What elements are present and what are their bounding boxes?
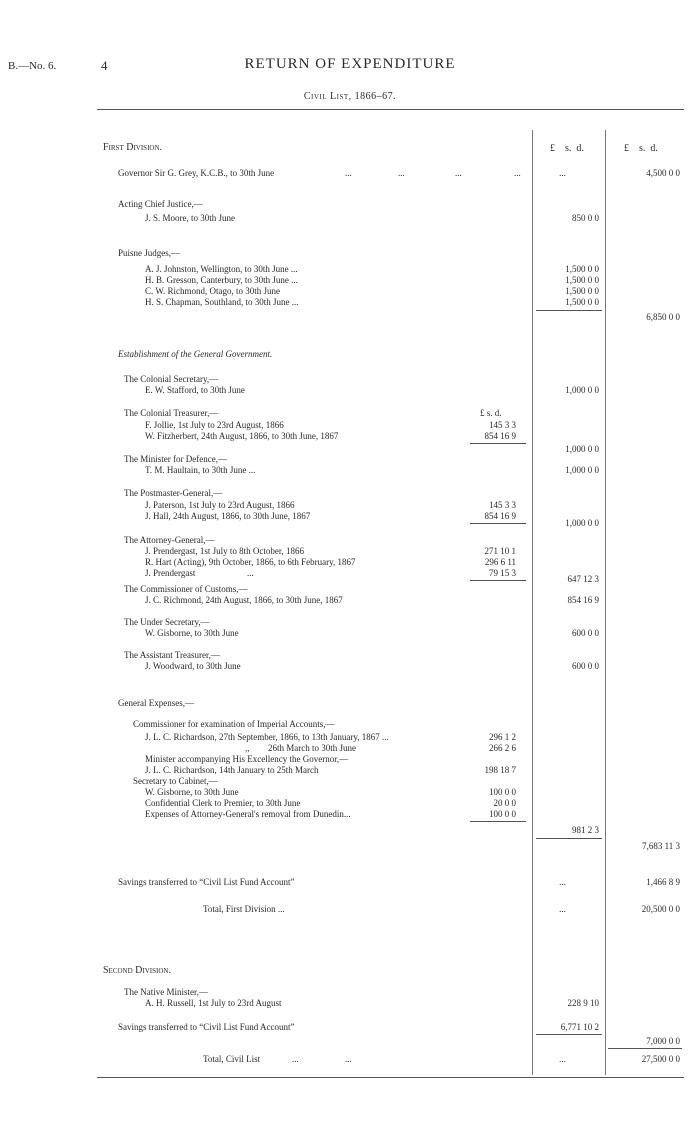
attorney-col1-1: 271 10 1 (484, 546, 516, 556)
puisne-item-2: H. B. Gresson, Canterbury, to 30th June ... (145, 275, 298, 285)
col-treasurer-col2: 1,000 0 0 (565, 444, 599, 454)
asst-treasurer-col2: 600 0 0 (572, 661, 599, 671)
general-row-6: Expenses of Attorney-General's removal from Dunedin... (145, 809, 351, 819)
col3-rule (605, 130, 606, 1075)
attorney-label: The Attorney-General,— (124, 535, 215, 545)
heading-part: General Government. (193, 349, 273, 359)
general-row-4: W. Gisborne, to 30th June (145, 787, 239, 797)
puisne-col2-4: 1,500 0 0 (565, 297, 599, 307)
postmaster-col1-1: 145 3 3 (489, 500, 516, 510)
savings-first-text: Savings transferred to “Civil List Fund Account” (118, 877, 295, 887)
defence-label: The Minister for Defence,— (124, 454, 227, 464)
first-division-heading: First Division. (103, 142, 163, 153)
col-treasurer-label: The Colonial Treasurer,— (124, 408, 219, 418)
pence-symbol: d. (650, 143, 658, 154)
commissioner-label: Commissioner for examination of Imperial Accounts,— (133, 719, 335, 729)
asst-treasurer-label: The Assistant Treasurer,— (124, 650, 220, 660)
savings-second-text: Savings transferred to “Civil List Fund Account” (118, 1022, 295, 1032)
subtotal-rule (536, 838, 602, 839)
col-treasurer-item-1: F. Jollie, 1st July to 23rd August, 1866 (145, 420, 284, 430)
acting-cj-item: J. S. Moore, to 30th June (145, 213, 235, 223)
heading-part: Establishment (118, 349, 172, 359)
native-minister-label: The Native Minister,— (124, 987, 208, 997)
customs-col2: 854 16 9 (567, 595, 599, 605)
leader: ... (514, 168, 521, 178)
page-subtitle: Civil List, 1866–67. (303, 91, 397, 102)
postmaster-col1-2: 854 16 9 (484, 511, 516, 521)
general-row-2: 26th March to 30th June (268, 743, 356, 753)
col3-heading (624, 143, 658, 154)
postmaster-item-1: J. Paterson, 1st July to 23rd August, 1866 (145, 500, 295, 510)
second-division-heading: Second Division. (103, 965, 171, 976)
ditto-mark: ,, (245, 743, 250, 753)
table-bottom-rule (97, 1077, 684, 1078)
subtotal-rule (470, 523, 526, 524)
under-secretary-item: W. Gisborne, to 30th June (145, 628, 239, 638)
native-minister-col2: 228 9 10 (567, 998, 599, 1008)
native-minister-item: A. H. Russell, 1st July to 23rd August (145, 998, 282, 1008)
general-col1-6: 100 0 0 (489, 809, 516, 819)
total-civil-list-col3: 27,500 0 0 (641, 1054, 680, 1064)
col2-heading (550, 143, 584, 154)
subtotal-rule (470, 821, 526, 822)
governor-text: Governor Sir G. Grey, K.C.B., to 30th June (118, 168, 275, 178)
subtotal-rule (470, 443, 526, 444)
col-treasurer-col1-2: 854 16 9 (484, 431, 516, 441)
general-col1-5: 20 0 0 (493, 798, 516, 808)
establishment-heading (118, 349, 272, 359)
attorney-item-3: J. Prendergast (145, 568, 196, 578)
puisne-item-3: C. W. Richmond, Otago, to 30th June (145, 286, 280, 296)
pound-symbol: £ (550, 143, 555, 154)
leader: ... (292, 1054, 299, 1064)
leader: ... (455, 168, 462, 178)
total-civil-list-col2: ... (559, 1054, 566, 1064)
puisne-label: Puisne Judges,— (118, 248, 181, 258)
puisne-col2-2: 1,500 0 0 (565, 275, 599, 285)
general-col1-3: 198 18 7 (484, 765, 516, 775)
savings-second-col2: 6,771 10 2 (560, 1022, 599, 1032)
savings-first-col2: ... (559, 877, 566, 887)
defence-col2: 1,000 0 0 (565, 465, 599, 475)
col-secretary-label: The Colonial Secretary,— (124, 374, 219, 384)
shilling-symbol: s. (639, 143, 646, 154)
acting-cj-col2: 850 0 0 (572, 213, 599, 223)
general-col1-2: 266 2 6 (489, 743, 516, 753)
pound-symbol: £ (624, 143, 629, 154)
pence-symbol: d. (576, 143, 584, 154)
heading-part: the (178, 349, 194, 359)
col-treasurer-subhead: £ s. d. (480, 408, 502, 418)
page-number: 4 (101, 58, 108, 73)
puisne-col2-1: 1,500 0 0 (565, 264, 599, 274)
heading-part: of (171, 349, 179, 359)
leader: ... (345, 168, 352, 178)
general-expenses-label: General Expenses,— (118, 698, 194, 708)
col-secretary-col2: 1,000 0 0 (565, 385, 599, 395)
postmaster-label: The Postmaster-General,— (124, 488, 223, 498)
general-col1-1: 296 1 2 (489, 732, 516, 742)
savings-second-col3: 7,000 0 0 (646, 1036, 680, 1046)
col-treasurer-item-2: W. Fitzherbert, 24th August, 1866, to 30th June, 1867 (145, 431, 339, 441)
attorney-col1-3: 79 15 3 (489, 568, 516, 578)
governor-col2: ... (559, 168, 566, 178)
general-row-1: J. L. C. Richardson, 27th September, 1866, to 13th January, 1867 ... (145, 732, 389, 742)
puisne-col2-3: 1,500 0 0 (565, 286, 599, 296)
under-secretary-col2: 600 0 0 (572, 628, 599, 638)
attorney-item-2: R. Hart (Acting), 9th October, 1866, to 6th February, 1867 (145, 557, 356, 567)
attorney-col1-2: 296 6 11 (484, 557, 516, 567)
postmaster-col2: 1,000 0 0 (565, 518, 599, 528)
asst-treasurer-item: J. Woodward, to 30th June (145, 661, 241, 671)
under-secretary-label: The Under Secretary,— (124, 617, 210, 627)
attorney-item-1: J. Prendergast, 1st July to 8th October, 1866 (145, 546, 304, 556)
total-first-division-text: Total, First Division ... (203, 904, 285, 914)
total-civil-list-text: Total, Civil List (203, 1054, 261, 1064)
customs-label: The Commissioner of Customs,— (124, 584, 248, 594)
puisne-item-4: H. S. Chapman, Southland, to 30th June ... (145, 297, 299, 307)
customs-item: J. C. Richmond, 24th August, 1866, to 30th June, 1867 (145, 595, 343, 605)
total-first-col3: 20,500 0 0 (641, 904, 680, 914)
leader: ... (247, 568, 254, 578)
subtotal-rule (608, 1048, 682, 1049)
col-treasurer-col1-1: 145 3 3 (489, 420, 516, 430)
general-col1-4: 100 0 0 (489, 787, 516, 797)
general-row-5: Confidential Clerk to Premier, to 30th June (145, 798, 301, 808)
leader: ... (345, 1054, 352, 1064)
col2-rule (532, 130, 533, 1075)
leader: ... (398, 168, 405, 178)
subtotal-rule (536, 1034, 602, 1035)
total-first-col2: ... (559, 904, 566, 914)
table-top-rule (97, 109, 684, 110)
general-col2: 981 2 3 (572, 825, 599, 835)
subtotal-rule (536, 310, 602, 311)
page-title: RETURN OF EXPENDITURE (244, 56, 456, 72)
governor-col3: 4,500 0 0 (646, 168, 680, 178)
savings-first-col3: 1,466 8 9 (646, 877, 680, 887)
puisne-col3-total: 6,850 0 0 (646, 312, 680, 322)
document-reference: B.—No. 6. (8, 60, 57, 72)
secretary-cabinet-label: Secretary to Cabinet,— (133, 776, 218, 786)
attorney-col2: 647 12 3 (567, 574, 599, 584)
acting-cj-label: Acting Chief Justice,— (118, 199, 203, 209)
general-col3-total: 7,683 11 3 (642, 841, 680, 851)
subtotal-rule (470, 580, 526, 581)
shilling-symbol: s. (565, 143, 572, 154)
minister-accompanying-label: Minister accompanying His Excellency the Governor,— (145, 754, 349, 764)
defence-item: T. M. Haultain, to 30th June ... (145, 465, 256, 475)
puisne-item-1: A. J. Johnston, Wellington, to 30th June ... (145, 264, 298, 274)
col-secretary-item: E. W. Stafford, to 30th June (145, 385, 245, 395)
general-row-3: J. L. C. Richardson, 14th January to 25th March (145, 765, 319, 775)
postmaster-item-2: J. Hall, 24th August, 1866, to 30th June, 1867 (145, 511, 311, 521)
